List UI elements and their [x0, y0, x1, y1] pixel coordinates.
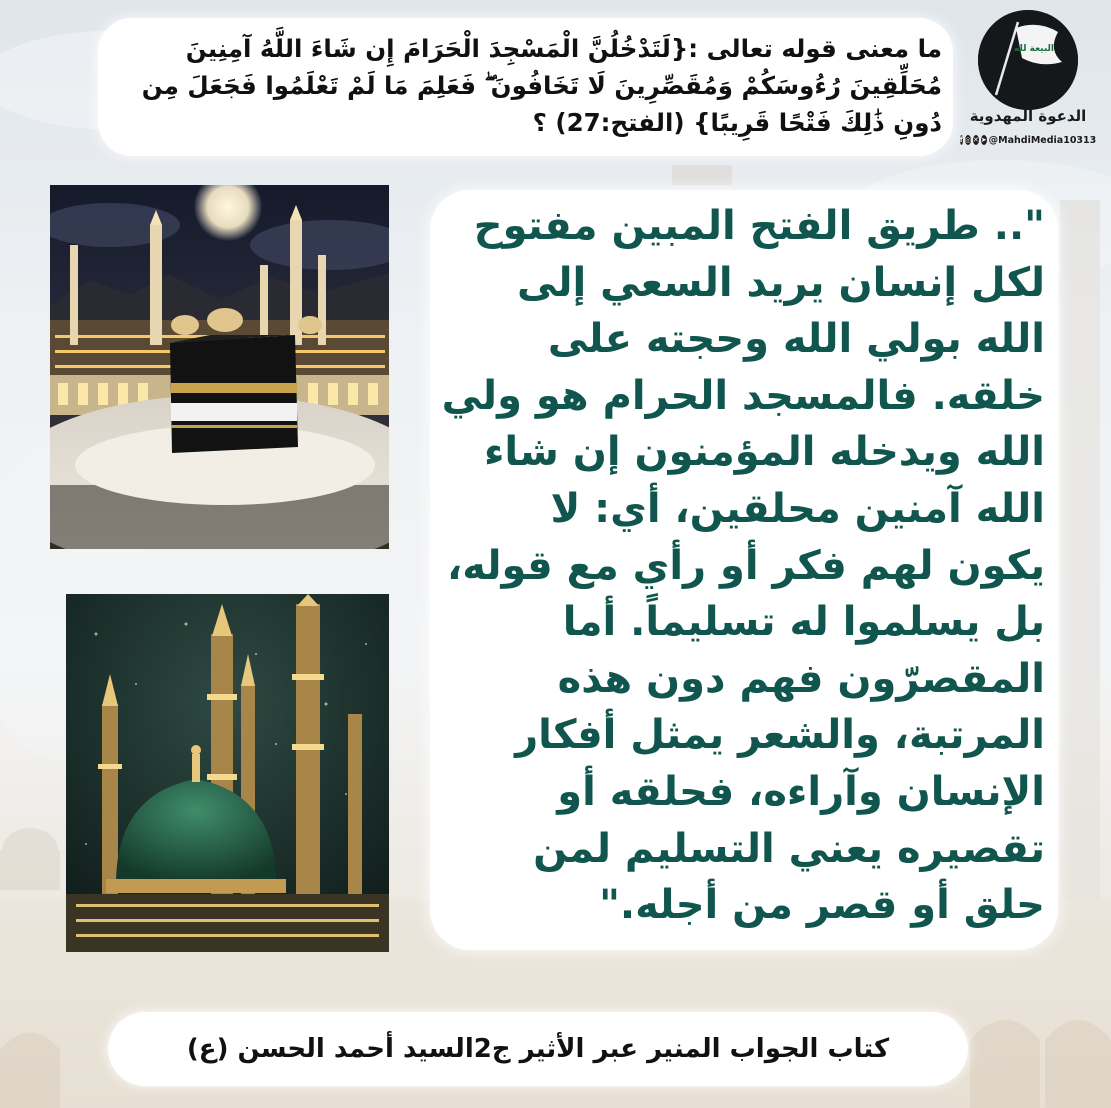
twitter-icon[interactable]: ✕ [972, 136, 979, 144]
logo-name: الدعوة المهدوية [969, 107, 1087, 125]
source-citation: كتاب الجواب المنير عبر الأثير ج2السيد أحمد الحسن (ع) [186, 1034, 890, 1064]
header-question: ما معنى قوله تعالى :{لَتَدْخُلُنَّ الْمَسْجِدَ الْحَرَامَ إِن شَاءَ اللَّهُ آمِنِينَ مُحَلِّقِينَ رُءُوسَكُمْ وَمُقَصِّرِينَ لَا تَخَافُونَ ۖ فَعَلِمَ مَا لَمْ تَعْلَمُوا فَجَعَلَ مِن دُونِ ذَٰلِكَ فَتْحًا قَرِيبًا} (الفتح:27) ؟ [141, 34, 942, 137]
kaaba-photo [50, 185, 389, 549]
logo-flag-text: البيعة لله [1014, 44, 1054, 54]
logo-emblem [978, 10, 1078, 110]
green-dome-photo [66, 594, 389, 952]
telegram-icon[interactable]: ➤ [980, 136, 987, 144]
quote-text: ".. طريق الفتح المبين مفتوح لكل إنسان يريد السعي إلى الله بولي الله وحجته على خلقه. فالمسجد الحرام هو ولي الله ويدخله المؤمنون إن شاء الله آمنين محلقين، أي: لا يكون لهم فكر أو رأي مع قوله، بل يسلموا له تسليماً. أما المقصرّون فهم دون هذه المرتبة، والشعر يمثل أفكار الإنسان وآراءه، فحلقه أو تقصيره يعني التسليم لمن حلق أو قصر من أجله." [441, 203, 1045, 929]
flag-icon [978, 10, 1078, 110]
channel-logo [959, 10, 1097, 146]
social-row [959, 132, 1097, 148]
instagram-icon[interactable]: ◎ [964, 136, 971, 144]
facebook-icon[interactable]: f [959, 136, 963, 144]
social-handle[interactable]: @MahdiMedia10313 [988, 134, 1097, 146]
